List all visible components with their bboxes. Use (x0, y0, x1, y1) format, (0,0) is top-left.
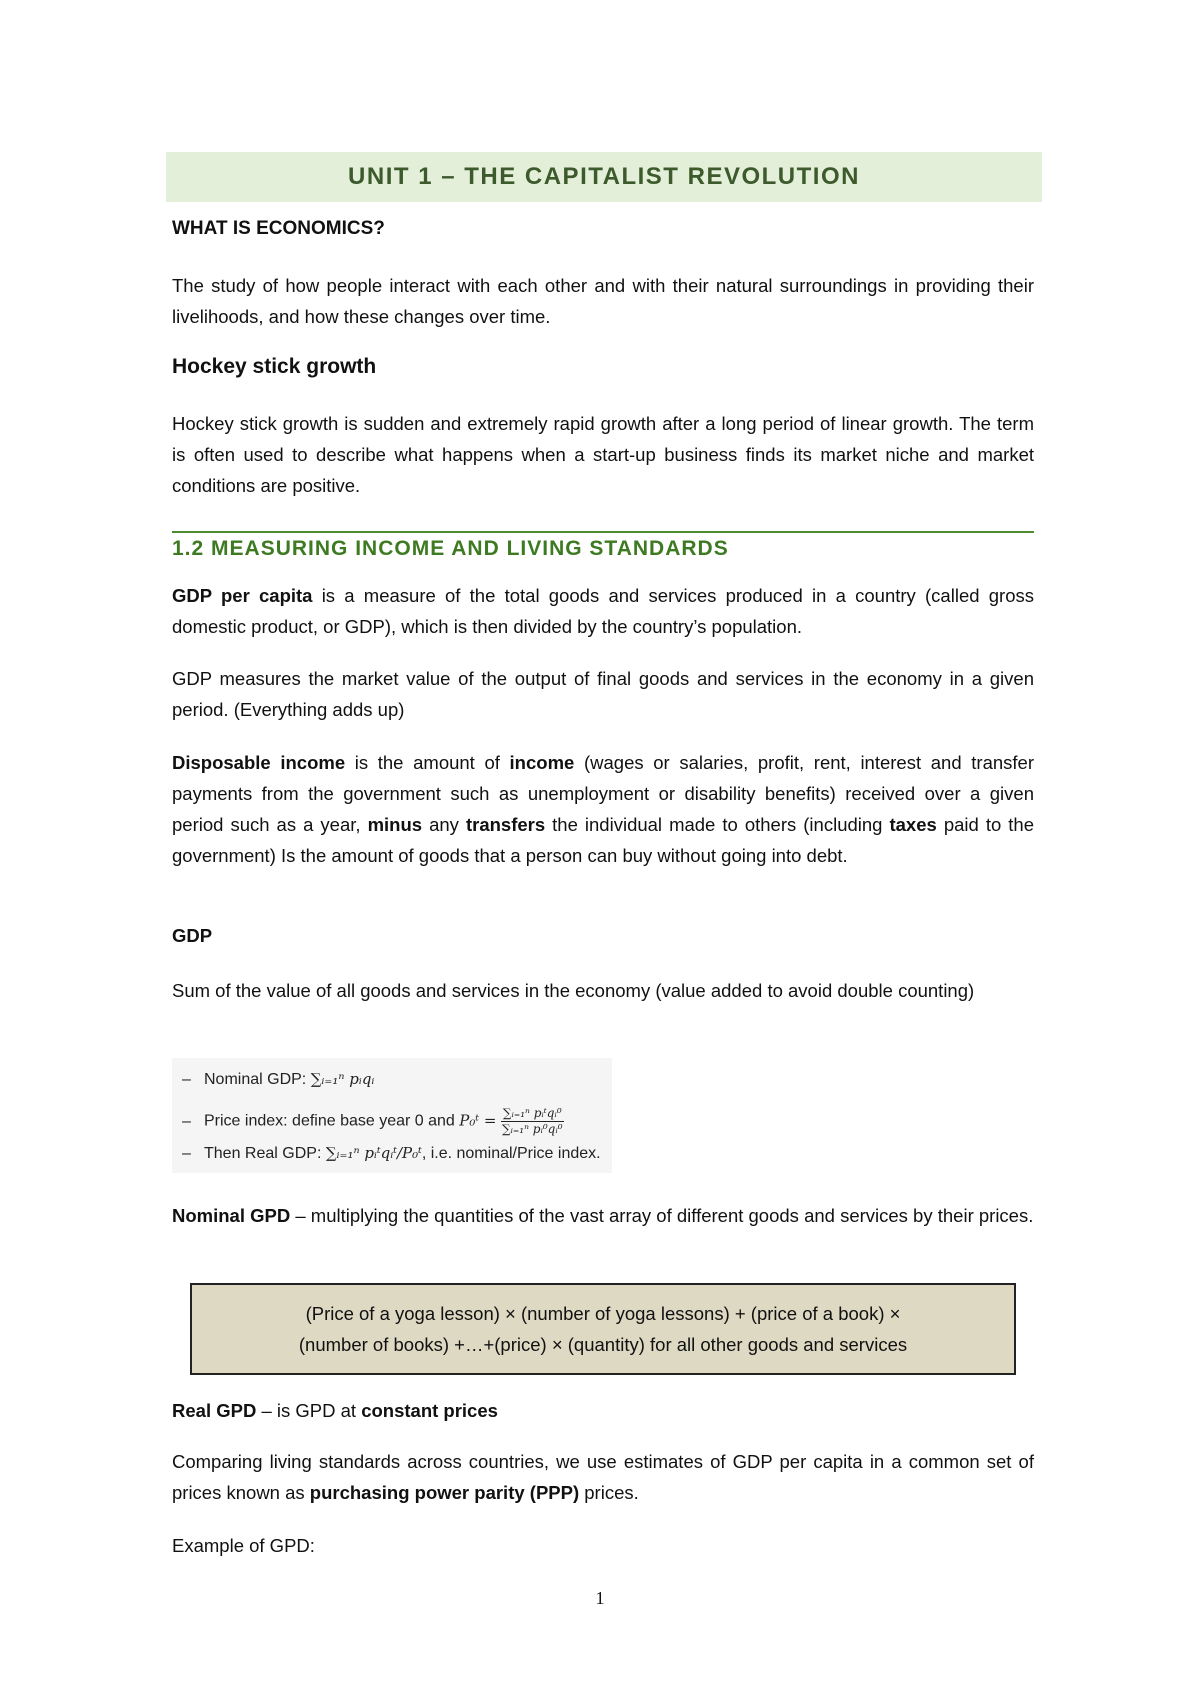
real-gdp-formula: – Then Real GDP: ∑ᵢ₌₁ⁿ pᵢᵗqᵢᵗ/P₀ᵗ, i.e. nominal/Price index. (182, 1144, 601, 1162)
measuring-income-heading: 1.2 MEASURING INCOME AND LIVING STANDARDS (172, 537, 729, 560)
gdp-per-capita-term: GDP per capita (172, 585, 313, 606)
section-divider (172, 531, 1034, 533)
real-gdp-paragraph: Real GPD – is GPD at constant prices (172, 1400, 498, 1421)
ppp-paragraph: Comparing living standards across countries, we use estimates of GDP per capita in a common set of prices known as purchasing power parity (PPP) prices. (172, 1451, 1034, 1503)
nominal-gdp-example-text: (Price of a yoga lesson) × (number of yoga lessons) + (price of a book) × (number of books) +…+(price) × (quantity) for all other goods and services (298, 1303, 908, 1355)
price-index-fraction: $\frac{\text{∑ᵢ₌₁ⁿ pᵢᵗqᵢ⁰}}{\text{∑ᵢ₌₁ⁿ pᵢ⁰qᵢ⁰}}$ (501, 1106, 563, 1136)
nominal-gdp-formula: – Nominal GDP: ∑ᵢ₌₁ⁿ pᵢqᵢ (182, 1070, 375, 1088)
unit-title-banner (166, 152, 1042, 202)
gdp-definition: Sum of the value of all goods and services in the economy (value added to avoid double counting) (172, 980, 975, 1001)
price-index-formula: – Price index: define base year 0 and P₀ᵗ = $\frac{\text{∑ᵢ₌₁ⁿ pᵢᵗqᵢ⁰}}{\text{∑ᵢ₌₁ⁿ pᵢ⁰qᵢ⁰}}$ (182, 1106, 563, 1136)
hockey-stick-text: Hockey stick growth is sudden and extremely rapid growth after a long period of linear growth. The term is often used to describe what happens when a start-up business finds its market niche and market conditions are positive. (172, 413, 1034, 496)
gdp-measures-paragraph: GDP measures the market value of the output of final goods and services in the economy in a given period. (Everything adds up) (172, 668, 1034, 720)
example-gdp-label: Example of GPD: (172, 1535, 315, 1556)
hockey-stick-heading: Hockey stick growth (172, 355, 377, 378)
economics-definition: The study of how people interact with each other and with their natural surroundings in providing their livelihoods, and how these changes over time. (172, 275, 1034, 327)
page-number: 1 (595, 1588, 605, 1608)
gdp-formula-image (172, 1058, 612, 1173)
what-is-economics-heading: WHAT IS ECONOMICS? (172, 218, 385, 239)
gdp-heading: GDP (172, 925, 213, 946)
nominal-gdp-example-box (190, 1283, 1016, 1375)
gdp-per-capita-paragraph: GDP per capita is a measure of the total goods and services produced in a country (called gross domestic product, or GDP), which is then divided by the country’s population. (172, 585, 1034, 637)
unit-title: UNIT 1 – THE CAPITALIST REVOLUTION (348, 163, 860, 190)
disposable-income-paragraph: Disposable income is the amount of income (wages or salaries, profit, rent, interest and transfer payments from the government such as unemployment or disability benefits) received over a given period such as a year, minus any transfers the individual made to others (including taxes paid to the government) Is the amount of goods that a person can buy without going into debt. (172, 752, 1035, 866)
nominal-gdp-paragraph: Nominal GPD – multiplying the quantities of the vast array of different goods and services by their prices. (172, 1205, 1034, 1226)
